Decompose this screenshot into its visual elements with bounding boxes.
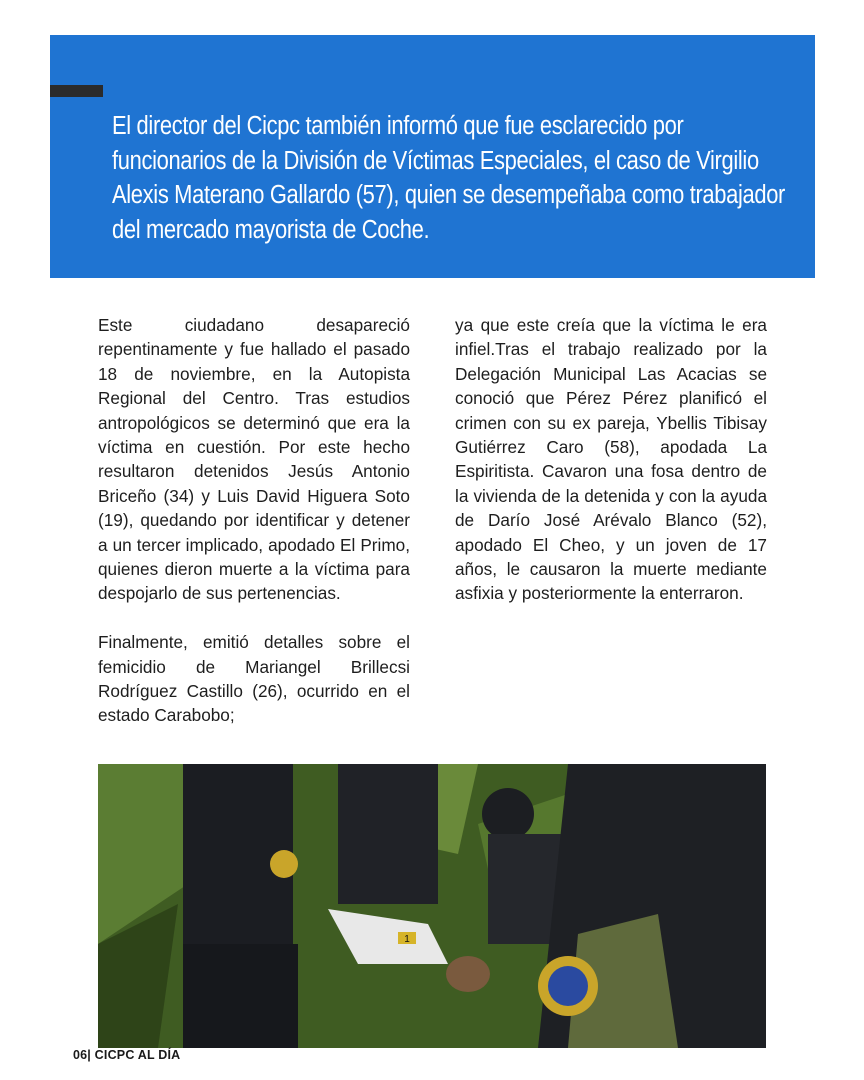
banner-headline: El director del Cicpc también informó que fue esclarecido por funcionarios de la División de Víctimas Especiales, el caso de Virgilio Alexis Materano Gallardo (57), quien se desempeñaba como trabajador del mercado mayorista de Coche.: [112, 112, 786, 244]
page-footer: 06| CICPC AL DÍA: [73, 1048, 181, 1062]
article-column-left: [98, 313, 410, 752]
banner-accent-bar: [50, 85, 103, 97]
headline-banner: [50, 35, 815, 278]
article-column-right: [455, 313, 767, 630]
news-photo: [98, 764, 766, 1048]
photo-scene: [98, 764, 766, 1048]
article-paragraph: Este ciudadano desapareció repentinamente y fue hallado el pasado 18 de noviembre, en la Autopista Regional del Centro. Tras estudios antropológicos se determinó que era la víctima en cuestión. Por este hecho resultaron detenidos Jesús Antonio Briceño (34) y Luis David Higuera Soto (19), quedando por identificar y detener a un tercer implicado, apodado El Primo, quienes dieron muerte a la víctima para despojarlo de sus pertenencias.: [98, 315, 410, 604]
article-paragraph: ya que este creía que la víctima le era infiel.Tras el trabajo realizado por la Delegación Municipal Las Acacias se conoció que Pérez Pérez planificó el crimen con su ex pareja, Ybellis Tibisay Gutiérrez Caro (58), apodada La Espiritista. Cavaron una fosa dentro de la vivienda de la detenida y con la ayuda de Darío José Arévalo Blanco (52), apodado El Cheo, y un joven de 17 años, le causaron la muerte mediante asfixia y posteriormente la enterraron.: [455, 315, 767, 604]
article-paragraph: Finalmente, emitió detalles sobre el femicidio de Mariangel Brillecsi Rodríguez Castillo (26), ocurrido en el estado Carabobo;: [98, 632, 410, 726]
evidence-marker-label: 1: [404, 934, 410, 945]
